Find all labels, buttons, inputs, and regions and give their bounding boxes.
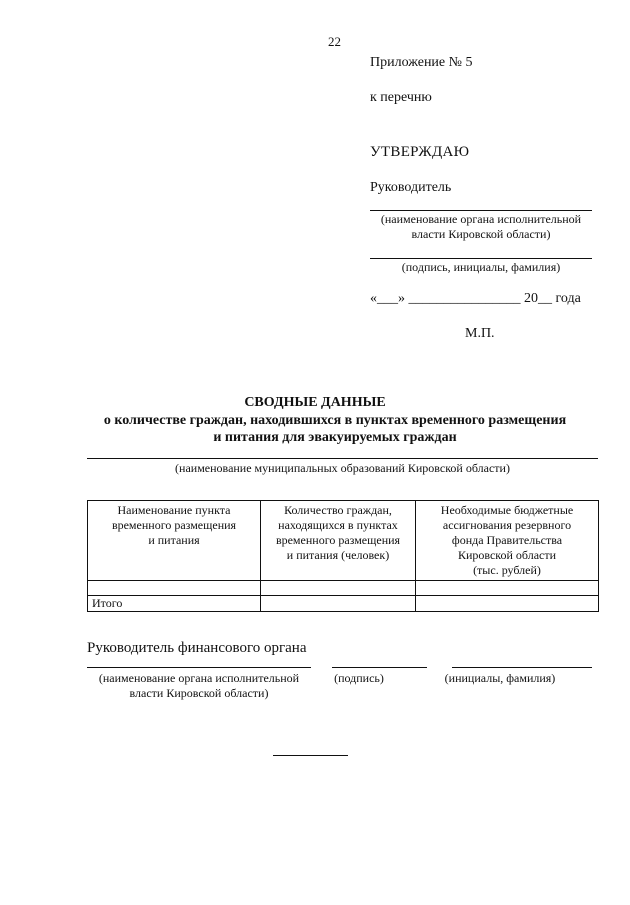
header-budget-line: Кировской области — [457, 548, 557, 562]
document-title: СВОДНЫЕ ДАННЫЕ — [244, 395, 386, 410]
header-budget-line: (тыс. рублей) — [473, 563, 541, 577]
header-citizens-count — [261, 501, 416, 581]
org-name-caption — [370, 212, 592, 242]
empty-cell[interactable] — [88, 581, 261, 596]
bottom-rule — [273, 755, 348, 756]
table-empty-row — [88, 581, 599, 596]
header-budget-line: Необходимые бюджетные — [440, 503, 574, 517]
date-year-blank: __ — [538, 291, 552, 306]
municipal-name-line — [87, 458, 598, 459]
date-year-prefix: 20 — [524, 291, 538, 306]
header-citizens-count-line: временного размещения — [275, 533, 401, 547]
empty-cell[interactable] — [416, 581, 599, 596]
finance-name-line — [452, 667, 592, 668]
header-citizens-count-line: Количество граждан, — [284, 503, 392, 517]
org-name-caption-line2: власти Кировской области) — [411, 227, 551, 241]
table-total-row — [88, 596, 599, 612]
date-year-word: года — [555, 291, 581, 306]
approval-date-row — [370, 291, 581, 307]
header-point-name-line: и питания — [148, 533, 200, 547]
to-list-label: к перечню — [370, 90, 432, 105]
signature-caption: (подпись, инициалы, фамилия) — [401, 260, 561, 274]
header-citizens-count-line: и питания (человек) — [286, 548, 390, 562]
document-subtitle — [70, 412, 600, 446]
finance-org-caption-line1: (наименование органа исполнительной — [98, 671, 300, 685]
finance-org-caption-line2: власти Кировской области) — [129, 686, 269, 700]
header-point-name — [88, 501, 261, 581]
finance-org-caption — [87, 671, 311, 701]
header-budget-line: ассигнования резервного — [442, 518, 572, 532]
finance-name-caption: (инициалы, фамилия) — [444, 671, 556, 685]
date-month-blank: ________________ — [408, 291, 521, 306]
stamp-label: М.П. — [465, 326, 495, 341]
finance-signature-caption: (подпись) — [334, 671, 384, 685]
table-header-row — [88, 501, 599, 581]
header-budget-allocations — [416, 501, 599, 581]
total-label: Итого — [88, 596, 261, 612]
signature-line — [370, 258, 592, 259]
date-day-blank: ___ — [377, 291, 398, 306]
approve-heading: УТВЕРЖДАЮ — [370, 144, 470, 160]
head-label: Руководитель — [370, 180, 452, 195]
date-open-quote: « — [370, 291, 377, 306]
summary-table — [87, 500, 599, 612]
page-number: 22 — [328, 34, 341, 49]
document-subtitle-line2: и питания для эвакуируемых граждан — [213, 430, 457, 445]
header-citizens-count-line: находящихся в пунктах — [278, 518, 398, 532]
org-name-caption-line1: (наименование органа исполнительной — [380, 212, 582, 226]
total-count-cell[interactable] — [261, 596, 416, 612]
finance-head-label: Руководитель финансового органа — [87, 640, 307, 656]
total-budget-cell[interactable] — [416, 596, 599, 612]
finance-signature-line — [332, 667, 427, 668]
municipal-name-caption: (наименование муниципальных образований Кировской области) — [175, 461, 510, 475]
org-name-line — [370, 210, 592, 211]
appendix-label: Приложение № 5 — [370, 55, 473, 70]
header-point-name-line: Наименование пункта — [117, 503, 231, 517]
header-budget-line: фонда Правительства — [451, 533, 563, 547]
header-point-name-line: временного размещения — [111, 518, 237, 532]
document-subtitle-line1: о количестве граждан, находившихся в пунктах временного размещения — [103, 413, 567, 428]
finance-org-line — [87, 667, 311, 668]
date-close-quote: » — [398, 291, 405, 306]
empty-cell[interactable] — [261, 581, 416, 596]
